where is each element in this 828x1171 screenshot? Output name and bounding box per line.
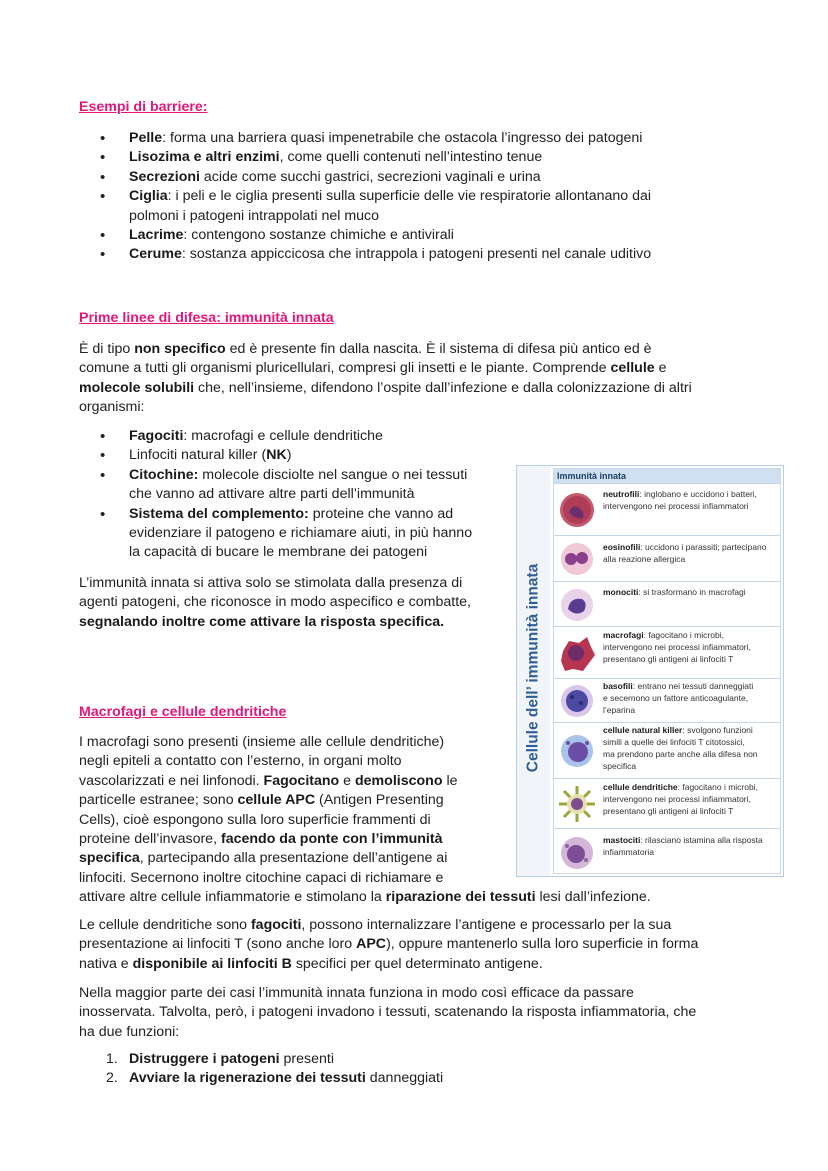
list-item: 2. Avviare la rigenerazione dei tessuti danneggiati	[106, 1070, 444, 1087]
list-item: • Lisozima e altri enzimi, come quelli contenuti nell’intestino tenue	[79, 148, 779, 167]
neutrofilo-cell-image	[557, 490, 597, 530]
dendritic-cell-image	[557, 784, 597, 824]
figure-side-label: Cellule dell’ immunità innata	[524, 563, 542, 773]
list-item: • Linfociti natural killer (NK)	[79, 446, 519, 465]
mastocita-cell-image	[557, 833, 597, 873]
innate-activation-paragraph: L’immunità innata si attiva solo se stimolata dalla presenza di agenti patogeni, che riconosce in modo aspecifico e combatte, segnalando inoltre come attivare la risposta specifica.	[79, 575, 471, 630]
list-item: • Secrezioni acide come succhi gastrici, secrezioni vaginali e urina	[79, 168, 779, 187]
cell-row-neutrofili: neutrofili: inglobano e uccidono i batteri, intervengono nei processi infiammatori	[554, 483, 780, 536]
cell-row-eosinofili: eosinofili: uccidono i parassiti; partecipano alla reazione allergica	[554, 535, 780, 582]
monocito-cell-image	[557, 585, 597, 625]
section-heading-macrophages: Macrofagi e cellule dendritiche	[79, 704, 287, 720]
macrophages-paragraph: I macrofagi sono presenti (insieme alle cellule dendritiche) negli epiteli a contatto con l’esterno, in organi molto vascolarizzati e nei linfonodi. Fagocitano e demoliscono le particelle estranee; sono cellule APC (Antigen Presenting Cells), cioè espongono sulla loro superficie frammenti di proteine dell’invasore, facendo da ponte con l’immunità specifica, partecipando alla presentazione dell’antigene ai linfociti. Secernono inoltre citochine capaci di richiamare e attivare altre cellule infiammatorie e stimolano la riparazione dei tessuti lesi dall’infezione.	[79, 734, 651, 906]
cell-row-mastociti: mastociti: rilasciano istamina alla risposta infiammatoria	[554, 828, 780, 877]
figure-panel	[553, 468, 781, 874]
list-item: • Fagociti: macrofagi e cellule dendritiche	[79, 427, 519, 446]
barriers-list	[79, 129, 779, 265]
list-item: • Citochine: molecole disciolte nel sangue o nei tessuti che vanno ad attivare altre parti dell’immunità	[79, 466, 519, 505]
list-item: • Lacrime: contengono sostanze chimiche e antivirali	[79, 226, 779, 245]
figure-side-band	[517, 466, 550, 876]
eosinofilo-cell-image	[557, 539, 597, 579]
inflammation-functions-list	[79, 1050, 579, 1089]
list-item: 1. Distruggere i patogeni presenti	[106, 1051, 334, 1067]
macrofago-cell-image	[557, 633, 597, 673]
cell-row-basofili: basofili: entrano nei tessuti danneggiati e secernono un fattore anticoagulante, l’eparina	[554, 678, 780, 723]
list-item: • Sistema del complemento: proteine che vanno ad evidenziare il patogeno e richiamare aiuti, in più hanno la capacità di bucare le membrane dei patogeni	[79, 505, 519, 563]
cell-row-dendritiche: cellule dendritiche: fagocitano i microbi, intervengono nei processi infiammatori, presentano gli antigeni ai linfociti T	[554, 778, 780, 829]
section-heading-innate-immunity: Prime linee di difesa: immunità innata	[79, 310, 334, 326]
dendritic-paragraph: Le cellule dendritiche sono fagociti, possono internalizzare l’antigene e processarlo per la sua presentazione ai linfociti T (sono anche loro APC), oppure mantenerlo sulla loro superficie in forma nativa e disponibile ai linfociti B specifici per quel determinato antigene.	[79, 917, 699, 972]
section-heading-barriers: Esempi di barriere:	[79, 99, 208, 115]
innate-components-list	[79, 427, 519, 563]
innate-intro-paragraph: È di tipo non specifico ed è presente fin dalla nascita. È il sistema di difesa più antico ed è comune a tutti gli organismi pluricellulari, compresi gli insetti e le piante. Comprende cellule e molecole solubili che, nell’insieme, difendono l’ospite dall’infezione e dalla colonizzazione di altri organismi:	[79, 341, 692, 416]
natural-killer-cell-image	[557, 731, 597, 771]
list-item: • Cerume: sostanza appiccicosa che intrappola i patogeni presenti nel canale uditivo	[79, 245, 779, 264]
cell-row-monociti: monociti: si trasformano in macrofagi	[554, 581, 780, 627]
inflammation-paragraph: Nella maggior parte dei casi l’immunità innata funziona in modo così efficace da passare inosservata. Talvolta, però, i patogeni invadono i tessuti, scatenando la risposta infiammatoria, che ha due funzioni:	[79, 985, 697, 1040]
cell-row-macrofagi: macrofagi: fagocitano i microbi, intervengono nei processi infiammatori, presentano gli antigeni ai linfociti T	[554, 626, 780, 679]
innate-immunity-figure	[516, 465, 784, 877]
list-item: • Ciglia: i peli e le ciglia presenti sulla superficie delle vie respiratorie allontanano dai polmoni i patogeni intrappolati nel muco	[79, 187, 779, 226]
list-item: • Pelle: forma una barriera quasi impenetrabile che ostacola l’ingresso dei patogeni	[79, 129, 779, 148]
figure-panel-title: Immunità innata	[554, 469, 780, 483]
cell-row-natural-killer: cellule natural killer: svolgono funzioni simili a quelle dei linfociti T citotossici, ma prendono parte anche alla difesa non specifica	[554, 722, 780, 779]
basofilo-cell-image	[557, 681, 597, 721]
